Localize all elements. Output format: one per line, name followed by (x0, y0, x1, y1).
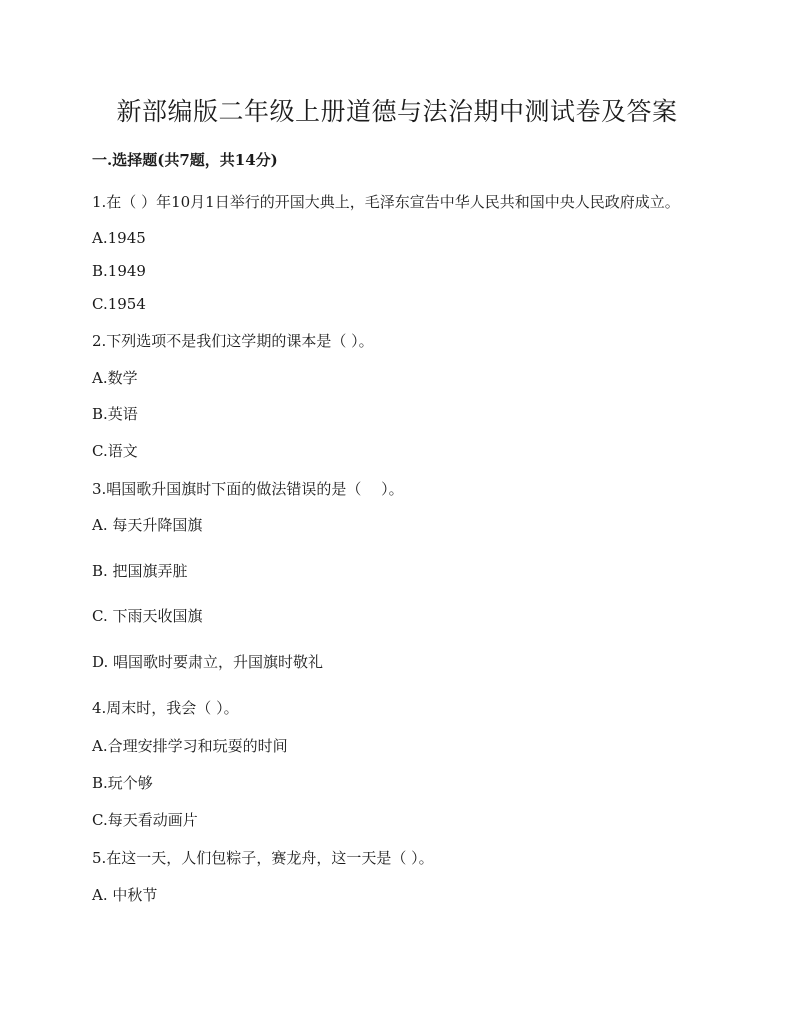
question-3-option-d: D. 唱国歌时要肃立，升国旗时敬礼 (92, 653, 324, 671)
question-2-option-c: C.语文 (92, 442, 138, 460)
question-1-option-c: C.1954 (92, 295, 146, 313)
question-3-option-c: C. 下雨天收国旗 (92, 607, 203, 625)
question-2-stem: 2.下列选项不是我们这学期的课本是（ ）。 (92, 332, 374, 350)
question-4-stem: 4.周末时，我会（ ）。 (92, 699, 239, 717)
question-2-option-a: A.数学 (92, 369, 138, 387)
question-3-option-b: B. 把国旗弄脏 (92, 562, 188, 580)
question-4-option-c: C.每天看动画片 (92, 811, 198, 829)
question-1-option-b: B.1949 (92, 262, 146, 280)
question-5-stem: 5.在这一天，人们包粽子，赛龙舟，这一天是（ ）。 (92, 849, 434, 867)
question-4-option-a: A.合理安排学习和玩耍的时间 (92, 737, 288, 755)
question-1-option-a: A.1945 (92, 229, 146, 247)
question-5-option-a: A. 中秋节 (92, 886, 158, 904)
section-heading: 一.选择题(共7题，共14分) (92, 151, 278, 169)
question-3-option-a: A. 每天升降国旗 (92, 516, 203, 534)
question-4-option-b: B.玩个够 (92, 774, 153, 792)
page-title: 新部编版二年级上册道德与法治期中测试卷及答案 (116, 97, 678, 126)
question-1-stem: 1.在（ ）年10月1日举行的开国大典上，毛泽东宣告中华人民共和国中央人民政府成立。 (92, 193, 680, 211)
question-2-option-b: B.英语 (92, 405, 138, 423)
question-3-stem: 3.唱国歌升国旗时下面的做法错误的是（ ）。 (92, 480, 404, 498)
